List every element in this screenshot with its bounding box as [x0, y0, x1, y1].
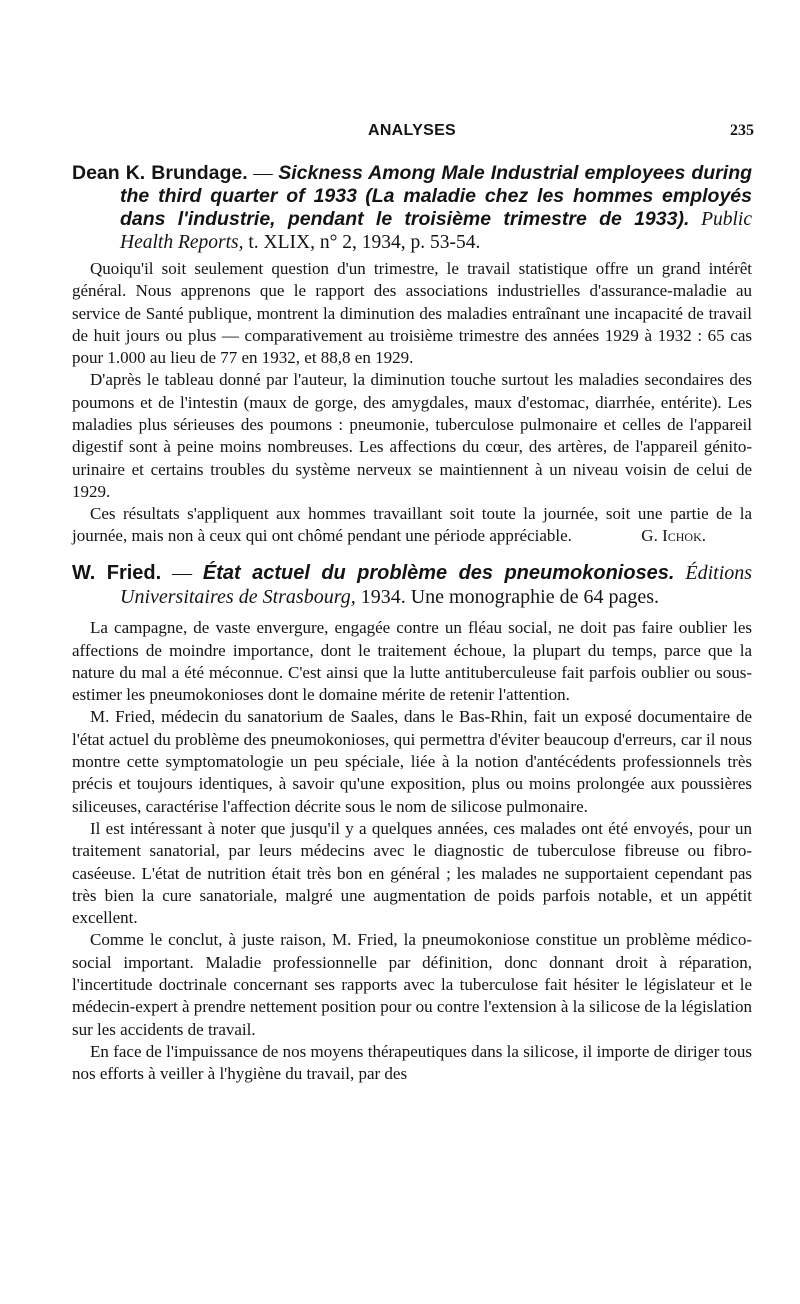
paragraph: D'après le tableau donné par l'auteur, la diminution touche surtout les maladies secondaires des poumons et de l'intestin (maux de gorge, des amygdales, maux d'estomac, diarrhée, entérite). Les maladies plus sérieuses des poumons : pneumonie, tuberculose pulmonaire et celles de l'appareil digestif sont à peine moins nombreuses. Les affections du cœur, des artères, de l'appareil génito-urinaire et certains troubles du système nerveux se maintiennent à un niveau voisin de celui de 1929.	[72, 370, 752, 501]
review-entry-brundage	[72, 162, 752, 547]
journal-name: Public Health Reports,	[120, 209, 752, 253]
review-entry-fried	[72, 561, 752, 1085]
book-title: État actuel du problème des pneumokonioses.	[202, 562, 675, 585]
article-title: Sickness Among Male Industrial employees during the third quarter of 1933	[120, 162, 753, 207]
publication-details: 1934. Une monographie de 64 pages.	[360, 586, 659, 609]
paragraph: M. Fried, médecin du sanatorium de Saales, dans le Bas-Rhin, fait un exposé documentaire de l'état actuel du problème des pneumokonioses, qui permettra d'éviter beaucoup d'erreurs, car il nous montre cette symptomatologie un peu spéciale, liée à la notion d'antécédents professionnels très précis et toujours identiques, à savoir qu'une exposition, plus ou moins prolongée aux poussières siliceuses, caractérise l'affection décrite sous le nom de silicose pulmonaire.	[72, 707, 752, 816]
paragraph: Il est intéressant à noter que jusqu'il y a quelques années, ces malades ont été envoyés, pour un traitement sanatorial, par leurs médecins avec le diagnostic de tuberculose fibreuse ou fibro-caséeuse. L'état de nutrition était très bon en général ; les malades ne supportaient cependant pas très bien la cure sanatoriale, malgré une augmentation de poids parfois notable, et un appétit excellent.	[72, 818, 752, 928]
paragraph-text: Ces résultats s'appliquent aux hommes travaillant soit toute la journée, soit une partie de la journée, mais non à ceux qui ont chômé pendant une période appréciable.	[72, 504, 752, 546]
citation: t. XLIX, n° 2, 1934, p. 53-54.	[248, 232, 481, 253]
reviewer-signature: G. Ichok.	[641, 526, 706, 546]
closing-paragraph	[72, 503, 752, 547]
document-page	[72, 118, 752, 1086]
running-title: ANALYSES	[367, 122, 457, 139]
paragraph: Quoiqu'il soit seulement question d'un trimestre, le travail statistique offre un grand intérêt général. Nous apprenons que le rapport des associations industrielles d'assurance-maladie au service de Santé publique, montrent la diminution des maladies entraînant une incapacité de travail de huit jours ou plus — comparativement au troisième trimestre des années 1929 à 1932 : 65 cas pour 1.000 au lieu de 77 en 1932, et 88,8 en 1929.	[72, 259, 752, 368]
paragraph: La campagne, de vaste envergure, engagée contre un fléau social, ne doit pas faire oublier les affections de moindre importance, dont le traitement échoue, la plupart du temps, parce que la nature du mal a été méconnue. C'est ainsi que la lutte antituberculeuse fait parfois oublier ou sous-estimer les pneumokonioses dont le domaine mérite de retenir l'attention.	[72, 618, 752, 705]
heading-dash: —	[172, 562, 193, 585]
publisher-name: Éditions Universitaires de Strasbourg,	[120, 562, 753, 609]
author-name: Dean K. Brundage.	[72, 162, 248, 184]
article-title-french: (La maladie chez les hommes employés dans l'industrie, pendant le troisième trimestre de 1933).	[120, 185, 752, 230]
author-name: W. Fried.	[72, 562, 162, 585]
page-number: 235	[730, 122, 754, 139]
entry-heading	[72, 162, 752, 254]
heading-dash: —	[253, 163, 273, 184]
running-header	[72, 118, 752, 152]
paragraph: Comme le conclut, à juste raison, M. Fried, la pneumokoniose constitue un problème médico-social important. Maladie professionnelle par définition, donc donnant droit à réparation, l'incertitude doctrinale concernant ses rapports avec la tuberculose fait hésiter le législateur et le médecin-expert à prendre nettement position pour ou contre l'extension à la silicose de la législation sur les accidents de travail.	[72, 930, 753, 1039]
entry-heading	[72, 561, 752, 609]
paragraph: En face de l'impuissance de nos moyens thérapeutiques dans la silicose, il importe de diriger tous nos efforts à veiller à l'hygiène du travail, par des	[72, 1041, 752, 1084]
